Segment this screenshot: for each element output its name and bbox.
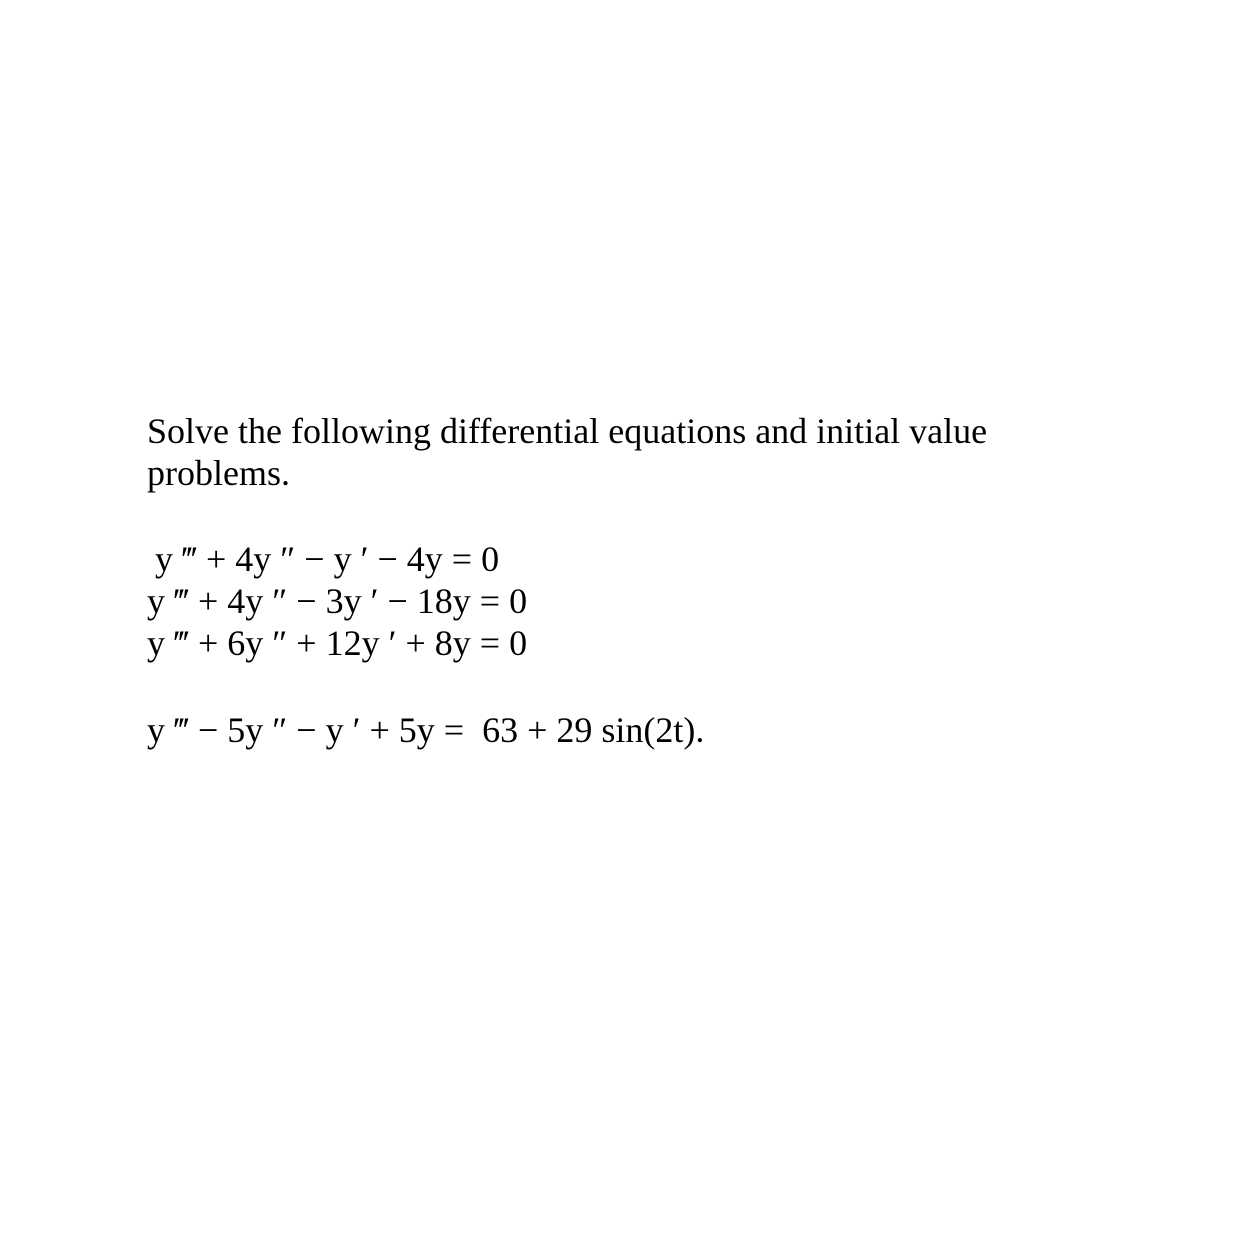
equation-2: y ‴ + 4y ″ − 3y ′ − 18y = 0: [147, 581, 528, 621]
equation-4: y ‴ − 5y ″ − y ′ + 5y = 63 + 29 sin(2t).: [147, 710, 705, 750]
instructions-line-2: problems.: [147, 453, 290, 493]
equation-1: y ‴ + 4y ″ − y ′ − 4y = 0: [155, 539, 500, 579]
instructions-text: [147, 410, 1047, 494]
instructions-line-1: Solve the following differential equations and initial value: [147, 411, 988, 451]
equation-3: y ‴ + 6y ″ + 12y ′ + 8y = 0: [147, 623, 528, 663]
